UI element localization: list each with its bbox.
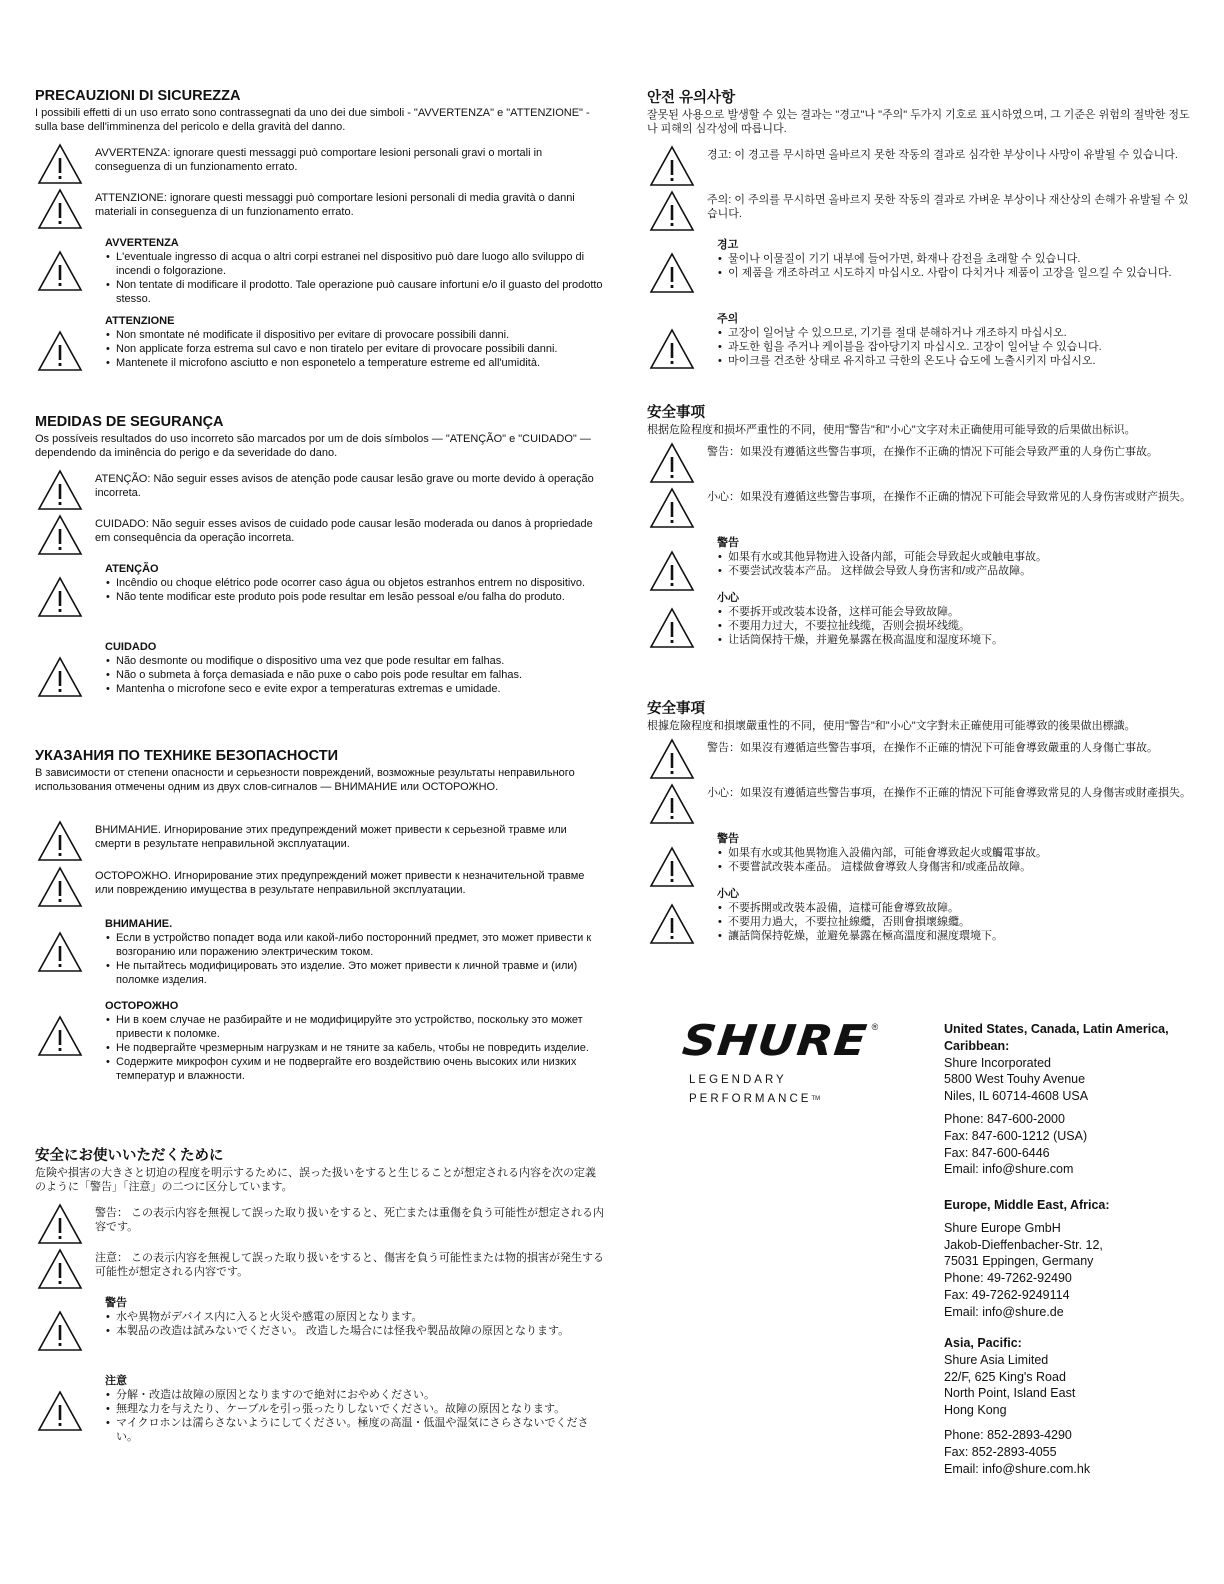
brand-wordmark: SHURE — [679, 1016, 870, 1066]
region-title-emea: Europe, Middle East, Africa: — [944, 1198, 1110, 1212]
warning-triangle-icon — [649, 487, 695, 529]
warning-definition-text: 警告： この表示内容を無視して誤った取り扱いをすると、死亡または重傷を負う可能性が想定される内容です。 — [95, 1207, 605, 1233]
caution-item: • Não o submeta à força demasiada e não puxe o cabo pois pode resultar em falhas. — [105, 668, 605, 682]
caution-list-title: ОСТОРОЖНО — [105, 1000, 179, 1012]
contact-emea — [944, 1197, 1194, 1321]
caution-item: • 不要拆開或改裝本設備，這樣可能會導致故障。 — [717, 901, 1192, 915]
company-name: Shure Europe GmbH — [944, 1220, 1061, 1235]
warning-list-title: 警告 — [105, 1297, 127, 1309]
caution-item: • Não desmonte ou modifique o dispositivo uma vez que pode resultar em falhas. — [105, 654, 605, 668]
warning-triangle-icon — [37, 143, 83, 185]
caution-item: • 分解・改造は故障の原因となりますので絶対におやめください。 — [105, 1388, 605, 1402]
warning-triangle-icon — [37, 330, 83, 372]
caution-definition-text: 注意： この表示内容を無視して誤った取り扱いをすると、傷害を負う可能性または物的損害が発生する可能性が想定される内容です。 — [95, 1252, 605, 1278]
phone-number: Phone: 847-600-2000 — [944, 1111, 1065, 1126]
warning-triangle-icon — [649, 738, 695, 780]
caution-item: • マイクロホンは濡らさないようにしてください。極度の高温・低温や湿気にさらさないでください。 — [105, 1416, 605, 1444]
warning-triangle-icon — [649, 783, 695, 825]
warning-triangle-icon — [37, 656, 83, 698]
warning-definition-text: AVVERTENZA: ignorare questi messaggi può comportare lesioni personali gravi o mortali in conseguenza di un funzionamento errato. — [95, 147, 543, 173]
section-intro: Os possíveis resultados do uso incorreto são marcados por um de dois símbolos — "ATENÇÃO" e "CUIDADO" — dependendo da iminência do perigo e da severidade do dano. — [35, 433, 591, 459]
warning-list — [105, 236, 605, 306]
warning-definition-text: 경고: 이 경고를 무시하면 올바르지 못한 작동의 결과로 심각한 부상이나 사망이 유발될 수 있습니다. — [707, 149, 1178, 161]
section-title: УКАЗАНИЯ ПО ТЕХНИКЕ БЕЗОПАСНОСТИ — [35, 748, 339, 764]
warning-triangle-icon — [37, 656, 83, 698]
warning-triangle-icon — [649, 328, 695, 370]
street-address: 5800 West Touhy Avenue — [944, 1072, 1086, 1087]
caution-item: • 不要用力过大，不要拉扯线缆，否则会损坏线缆。 — [717, 619, 1192, 633]
caution-list — [717, 887, 1192, 943]
safety-section — [647, 405, 1192, 646]
warning-triangle-icon — [37, 576, 83, 618]
warning-triangle-icon — [649, 442, 695, 484]
contact-asia — [944, 1335, 1194, 1477]
company-name: Shure Asia Limited — [944, 1352, 1049, 1367]
warning-list — [105, 1296, 605, 1338]
warning-triangle-icon — [649, 550, 695, 592]
warning-triangle-icon — [649, 442, 695, 484]
caution-list — [717, 591, 1192, 647]
caution-list — [105, 640, 605, 696]
safety-section — [35, 88, 605, 369]
warning-list-title: ATENÇÃO — [105, 563, 159, 575]
warning-list-title: 警告 — [717, 833, 739, 845]
warning-triangle-icon — [37, 469, 83, 511]
warning-item: • 如果有水或其他异物进入设备内部，可能会导致起火或触电事故。 — [717, 550, 1192, 564]
tagline-line-2: PERFORMANCE — [689, 1093, 812, 1105]
warning-triangle-icon — [37, 1390, 83, 1432]
warning-triangle-icon — [37, 576, 83, 618]
warning-triangle-icon — [649, 903, 695, 945]
warning-triangle-icon — [649, 903, 695, 945]
warning-item: • Não tente modificar este produto pois pode resultar em lesão pessoal e/ou falha do produto. — [105, 590, 605, 604]
warning-triangle-icon — [37, 143, 83, 185]
warning-triangle-icon — [37, 1248, 83, 1290]
warning-list-title: AVVERTENZA — [105, 237, 179, 249]
caution-items — [105, 1013, 605, 1083]
warning-triangle-icon — [37, 330, 83, 372]
section-title: 安全事項 — [647, 701, 705, 717]
caution-item: • Non applicate forza estrema sul cavo e non tiratelo per evitare di provocare possibili danni. — [105, 342, 605, 356]
warning-item: • L'eventuale ingresso di acqua o altri corpi estranei nel dispositivo può dare luogo allo sviluppo di incendi o folgorazione. — [105, 250, 605, 278]
warning-triangle-icon — [37, 188, 83, 230]
caution-item: • Mantenha o microfone seco e evite expor a temperaturas extremas e umidade. — [105, 682, 605, 696]
warning-triangle-icon — [649, 145, 695, 187]
section-intro: I possibili effetti di un uso errato sono contrassegnati da uno dei due simboli - "AVVERTENZA" e "ATTENZIONE" - sulla base dell'imminenza del pericolo e della gravità del danno. — [35, 107, 590, 133]
fax-number: Fax: 847-600-6446 — [944, 1145, 1050, 1160]
city-address: 75031 Eppingen, Germany — [944, 1254, 1094, 1269]
warning-triangle-icon — [37, 1248, 83, 1290]
caution-list — [717, 312, 1192, 368]
warning-triangle-icon — [649, 190, 695, 232]
warning-item: • Non tentate di modificare il prodotto. Tale operazione può causare infortuni e/o il guasto del prodotto stesso. — [105, 278, 605, 306]
warning-triangle-icon — [37, 1203, 83, 1245]
warning-items — [105, 1310, 605, 1338]
caution-items — [717, 605, 1192, 647]
warning-item: • Incêndio ou choque elétrico pode ocorrer caso água ou objetos estranhos entrem no dispositivo. — [105, 576, 605, 590]
warning-triangle-icon — [649, 846, 695, 888]
warning-definition-text: ATENÇÃO: Não seguir esses avisos de atenção pode causar lesão grave ou morte devido à operação incorreta. — [95, 473, 594, 499]
contact-americas — [944, 1021, 1194, 1178]
caution-definition-text: 주의: 이 주의를 무시하면 올바르지 못한 작동의 결과로 가벼운 부상이나 재산상의 손해가 유발될 수 있습니다. — [707, 194, 1189, 220]
warning-triangle-icon — [37, 250, 83, 292]
warning-triangle-icon — [37, 514, 83, 556]
warning-triangle-icon — [649, 252, 695, 294]
warning-triangle-icon — [649, 328, 695, 370]
safety-section — [647, 90, 1192, 367]
caution-list — [105, 1374, 605, 1444]
safety-section — [35, 414, 605, 695]
warning-list — [717, 832, 1192, 874]
warning-triangle-icon — [649, 252, 695, 294]
section-intro: 잘못된 사용으로 발생할 수 있는 결과는 "경고"나 "주의" 두가지 기호로 표시하였으며, 그 기준은 위험의 절박한 정도나 피해의 심각성에 따릅니다. — [647, 109, 1190, 135]
warning-triangle-icon — [649, 550, 695, 592]
warning-items — [717, 846, 1192, 874]
warning-list-title: ВНИМАНИЕ. — [105, 918, 173, 930]
city-address: Niles, IL 60714-4608 USA — [944, 1089, 1089, 1104]
caution-item: • 과도한 힘을 주거나 케이블을 잡아당기지 마십시오. 고장이 일어날 수 있습니다. — [717, 340, 1192, 354]
caution-item: • Содержите микрофон сухим и не подвергайте его воздействию очень высоких или низких температур и влажности. — [105, 1055, 605, 1083]
caution-items — [717, 326, 1192, 368]
warning-triangle-icon — [649, 738, 695, 780]
caution-list — [105, 999, 605, 1083]
warning-definition-text: 警告：如果没有遵循这些警告事项，在操作不正确的情况下可能会导致严重的人身伤亡事故。 — [707, 446, 1158, 458]
warning-triangle-icon — [649, 607, 695, 649]
warning-item: • 本製品の改造は試みないでください。 改造した場合には怪我や製品故障の原因となります。 — [105, 1324, 605, 1338]
warning-triangle-icon — [649, 487, 695, 529]
warning-triangle-icon — [37, 1310, 83, 1352]
phone-number: Phone: 852-2893-4290 — [944, 1427, 1072, 1442]
street-address: Jakob-Dieffenbacher-Str. 12, — [944, 1237, 1103, 1252]
shure-logo — [679, 1016, 925, 1108]
warning-triangle-icon — [649, 783, 695, 825]
registered-mark: ® — [871, 1022, 879, 1032]
fax-number: Fax: 847-600-1212 (USA) — [944, 1128, 1088, 1143]
safety-section — [35, 1148, 605, 1443]
caution-items — [717, 901, 1192, 943]
warning-triangle-icon — [37, 514, 83, 556]
warning-list — [105, 917, 605, 987]
warning-triangle-icon — [37, 820, 83, 862]
country-address: Hong Kong — [944, 1403, 1007, 1418]
caution-item: • 고장이 일어날 수 있으므로, 기기를 절대 분해하거나 개조하지 마십시오. — [717, 326, 1192, 340]
caution-list-title: 주의 — [717, 313, 739, 325]
caution-item: • 不要用力過大，不要拉扯線纜，否則會損壞線纜。 — [717, 915, 1192, 929]
caution-item: • Не подвергайте чрезмерным нагрузкам и не тяните за кабель, чтобы не повредить изделие. — [105, 1041, 605, 1055]
email-address: Email: info@shure.de — [944, 1304, 1064, 1319]
warning-item: • 不要尝试改装本产品。 这样做会导致人身伤害和/或产品故障。 — [717, 564, 1192, 578]
warning-items — [105, 931, 605, 987]
warning-item: • Не пытайтесь модифицировать это изделие. Это может привести к личной травме и (или) поломке изделия. — [105, 959, 605, 987]
warning-triangle-icon — [649, 145, 695, 187]
caution-list-title: 注意 — [105, 1375, 127, 1387]
warning-item: • 물이나 이물질이 기기 내부에 들어가면, 화재나 감전을 초래할 수 있습니다. — [717, 252, 1192, 266]
fax-number: Fax: 852-2893-4055 — [944, 1444, 1057, 1459]
fax-number: Fax: 49-7262-9249114 — [944, 1287, 1070, 1302]
warning-definition-text: ВНИМАНИЕ. Игнорирование этих предупреждений может привести к серьезной травме или смерти в результате неправильной эксплуатации. — [95, 824, 567, 850]
warning-triangle-icon — [37, 1203, 83, 1245]
safety-section — [647, 701, 1192, 942]
warning-item: • 이 제품을 개조하려고 시도하지 마십시오. 사람이 다치거나 제품이 고장을 일으킬 수 있습니다. — [717, 266, 1192, 280]
section-title: PRECAUZIONI DI SICUREZZA — [35, 88, 241, 104]
warning-list-title: 警告 — [717, 537, 739, 549]
caution-definition-text: 小心：如果沒有遵循這些警告事項，在操作不正確的情況下可能會導致常見的人身傷害或財產損失。 — [707, 787, 1191, 799]
caution-list-title: ATTENZIONE — [105, 315, 175, 327]
caution-list-title: CUIDADO — [105, 641, 157, 653]
caution-items — [105, 1388, 605, 1444]
warning-triangle-icon — [37, 931, 83, 973]
section-intro: 根据危险程度和损坏严重性的不同，使用"警告"和"小心"文字对未正确使用可能导致的后果做出标识。 — [647, 424, 1136, 436]
caution-item: • 無理な力を与えたり、ケーブルを引っ張ったりしないでください。故障の原因となります。 — [105, 1402, 605, 1416]
warning-list — [717, 238, 1192, 280]
warning-triangle-icon — [649, 190, 695, 232]
section-title: 安全にお使いいただくために — [35, 1148, 224, 1164]
city-address: North Point, Island East — [944, 1386, 1076, 1401]
safety-section — [35, 748, 605, 1082]
caution-item: • Non smontate né modificate il dispositivo per evitare di provocare possibili danni. — [105, 328, 605, 342]
caution-definition-text: 小心：如果没有遵循这些警告事项，在操作不正确的情况下可能会导致常见的人身伤害或财产损失。 — [707, 491, 1191, 503]
warning-triangle-icon — [37, 931, 83, 973]
phone-number: Phone: 49-7262-92490 — [944, 1271, 1072, 1286]
warning-list — [717, 536, 1192, 578]
warning-triangle-icon — [37, 820, 83, 862]
caution-items — [105, 654, 605, 696]
warning-item: • 不要嘗試改裝本產品。 這樣做會導致人身傷害和/或產品故障。 — [717, 860, 1192, 874]
warning-triangle-icon — [37, 1310, 83, 1352]
warning-items — [717, 550, 1192, 578]
caution-item: • 让话筒保持干燥，并避免暴露在极高温度和湿度环境下。 — [717, 633, 1192, 647]
company-name: Shure Incorporated — [944, 1055, 1052, 1070]
warning-triangle-icon — [37, 1390, 83, 1432]
warning-triangle-icon — [37, 1015, 83, 1057]
warning-list — [105, 562, 605, 604]
tagline-line-1: LEGENDARY — [689, 1074, 787, 1086]
section-title: MEDIDAS DE SEGURANÇA — [35, 414, 224, 430]
caution-item: • 不要拆开或改装本设备，这样可能会导致故障。 — [717, 605, 1192, 619]
caution-definition-text: ОСТОРОЖНО. Игнорирование этих предупреждений может привести к незначительной травме или повреждению имущества в результате неправильной эксплуатации. — [95, 870, 585, 896]
caution-list — [105, 314, 605, 370]
caution-definition-text: ATTENZIONE: ignorare questi messaggi può comportare lesioni personali di media gravità o danni materiali in conseguenza di un funzionamento errato. — [95, 192, 575, 218]
email-address: Email: info@shure.com.hk — [944, 1461, 1091, 1476]
warning-triangle-icon — [37, 250, 83, 292]
section-intro: 危険や損害の大きさと切迫の程度を明示するために、誤った扱いをすると生じることが想定される内容を次の定義のように「警告」「注意」の二つに区分しています。 — [35, 1167, 596, 1193]
caution-item: • 讓話筒保持乾燥，並避免暴露在極高溫度和濕度環境下。 — [717, 929, 1192, 943]
warning-items — [105, 576, 605, 604]
warning-triangle-icon — [37, 188, 83, 230]
warning-items — [105, 250, 605, 306]
region-title-asia: Asia, Pacific: — [944, 1336, 1022, 1350]
section-intro: В зависимости от степени опасности и серьезности повреждений, возможные результаты неправильного использования отмечены одним из двух слов-сигналов — ВНИМАНИЕ или ОСТОРОЖНО. — [35, 767, 575, 793]
section-title: 安全事项 — [647, 405, 705, 421]
email-address: Email: info@shure.com — [944, 1162, 1074, 1177]
trademark-mark: TM — [811, 1096, 821, 1102]
street-address: 22/F, 625 King's Road — [944, 1369, 1066, 1384]
caution-item: • 마이크를 건조한 상태로 유지하고 극한의 온도나 습도에 노출시키지 마십시오. — [717, 354, 1192, 368]
caution-item: • Ни в коем случае не разбирайте и не модифицируйте это устройство, поскольку это может привести к поломке. — [105, 1013, 605, 1041]
warning-triangle-icon — [37, 866, 83, 908]
warning-triangle-icon — [649, 607, 695, 649]
caution-items — [105, 328, 605, 370]
warning-items — [717, 252, 1192, 280]
warning-list-title: 경고 — [717, 239, 739, 251]
caution-list-title: 小心 — [717, 888, 739, 900]
section-intro: 根據危險程度和損壞嚴重性的不同，使用"警告"和"小心"文字對未正確使用可能導致的後果做出標識。 — [647, 720, 1136, 732]
warning-triangle-icon — [37, 866, 83, 908]
caution-item: • Mantenete il microfono asciutto e non esponetelo a temperature estreme ed all'umidità. — [105, 356, 605, 370]
warning-item: • Если в устройство попадет вода или какой-либо посторонний предмет, это может привести к возгоранию или поражению электрическим током. — [105, 931, 605, 959]
warning-item: • 如果有水或其他異物進入設備內部，可能會導致起火或觸電事故。 — [717, 846, 1192, 860]
warning-definition-text: 警告：如果沒有遵循這些警告事項，在操作不正確的情況下可能會導致嚴重的人身傷亡事故。 — [707, 742, 1158, 754]
warning-triangle-icon — [649, 846, 695, 888]
region-title-americas: United States, Canada, Latin America, Caribbean: — [944, 1022, 1169, 1053]
caution-list-title: 小心 — [717, 592, 739, 604]
warning-triangle-icon — [37, 1015, 83, 1057]
warning-triangle-icon — [37, 469, 83, 511]
warning-item: • 水や異物がデバイス内に入ると火災や感電の原因となります。 — [105, 1310, 605, 1324]
caution-definition-text: CUIDADO: Não seguir esses avisos de cuidado pode causar lesão moderada ou danos à propriedade em consequência da operação incorreta. — [95, 518, 593, 544]
section-title: 안전 유의사항 — [647, 90, 736, 106]
